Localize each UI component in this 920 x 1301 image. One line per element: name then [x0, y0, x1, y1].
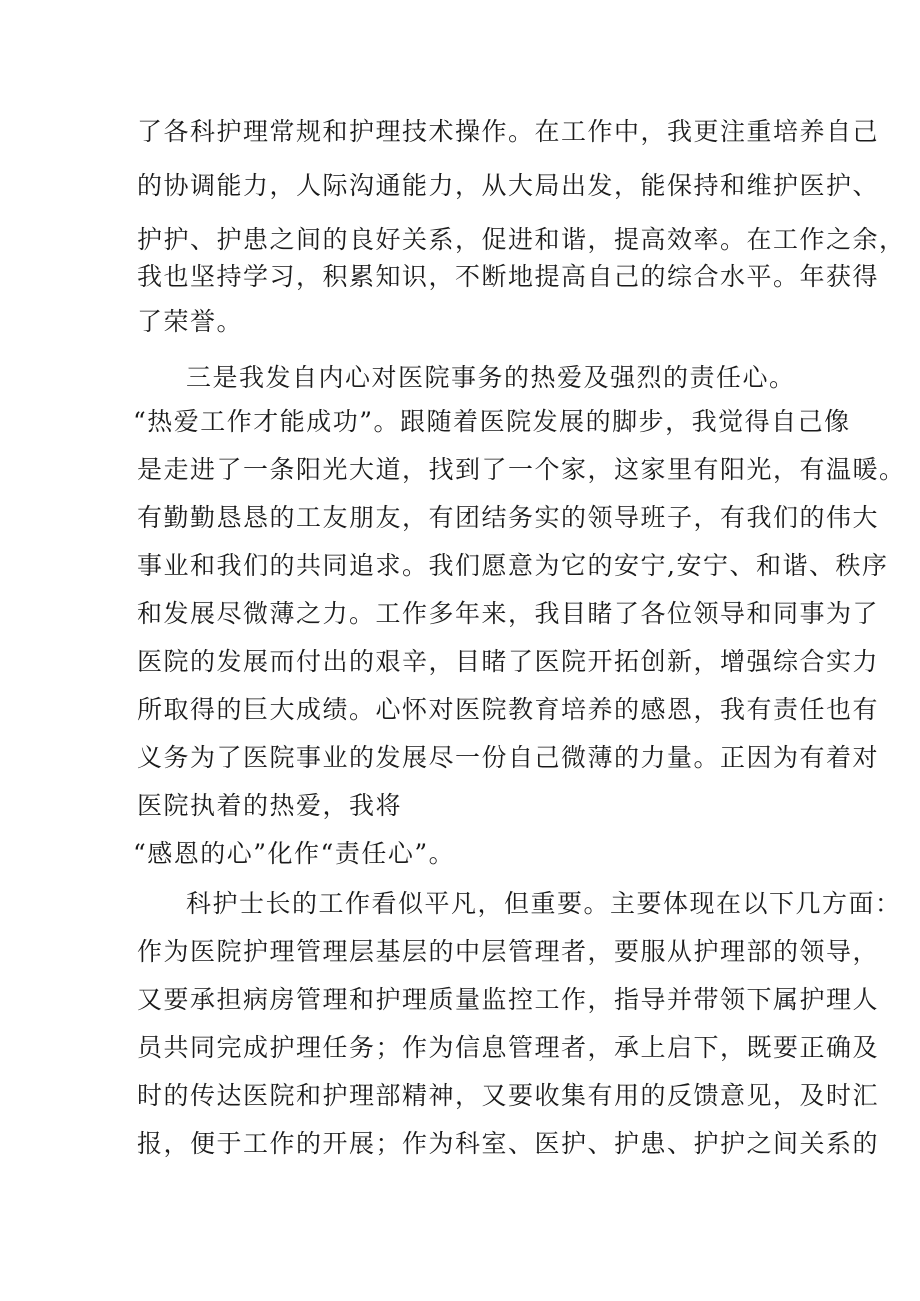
paragraph-first-line: 三是我发自内心对医院事务的热爱及强烈的责任心。 [186, 363, 796, 392]
text-line: 了荣誉。 [137, 307, 244, 336]
text-line: 我也坚持学习，积累知识，不断地提高自己的综合水平。年获得 [137, 262, 880, 291]
text-line: 了各科护理常规和护理技术操作。在工作中，我更注重培养自己 [137, 117, 880, 146]
text-line: 事业和我们的共同追求。我们愿意为它的安宁,安宁、和谐、秩序 [137, 551, 889, 580]
text-line: 的协调能力，人际沟通能力，从大局出发，能保持和维护医护、 [137, 171, 880, 200]
paragraph-first-line: 科护士长的工作看似平凡，但重要。主要体现在以下几方面： [186, 889, 902, 918]
text-line: 员共同完成护理任务；作为信息管理者，承上启下，既要正确及 [137, 1033, 880, 1062]
text-line: 是走进了一条阳光大道，找到了一个家，这家里有阳光，有温暖。 [137, 455, 906, 484]
text-line: “感恩的心”化作“责任心”。 [133, 839, 456, 868]
text-line: 所取得的巨大成绩。心怀对医院教育培养的感恩，我有责任也有 [137, 695, 880, 724]
text-line: 和发展尽微薄之力。工作多年来，我目睹了各位领导和同事为了 [137, 599, 880, 628]
text-line: 时的传达医院和护理部精神，又要收集有用的反馈意见，及时汇 [137, 1081, 880, 1110]
text-line: 护护、护患之间的良好关系，促进和谐，提高效率。在工作之余， [137, 225, 906, 254]
text-line: 又要承担病房管理和护理质量监控工作，指导并带领下属护理人 [137, 985, 880, 1014]
text-line: 作为医院护理管理层基层的中层管理者，要服从护理部的领导， [137, 937, 880, 966]
text-line: 医院执着的热爱，我将 [137, 791, 403, 820]
text-line: 义务为了医院事业的发展尽一份自己微薄的力量。正因为有着对 [137, 743, 880, 772]
text-line: 有勤勤恳恳的工友朋友，有团结务实的领导班子，有我们的伟大 [137, 503, 880, 532]
text-line: “热爱工作才能成功”。跟随着医院发展的脚步，我觉得自己像 [133, 407, 851, 436]
text-line: 报，便于工作的开展；作为科室、医护、护患、护护之间关系的 [137, 1129, 880, 1158]
text-line: 医院的发展而付出的艰辛，目睹了医院开拓创新，增强综合实力 [137, 647, 880, 676]
